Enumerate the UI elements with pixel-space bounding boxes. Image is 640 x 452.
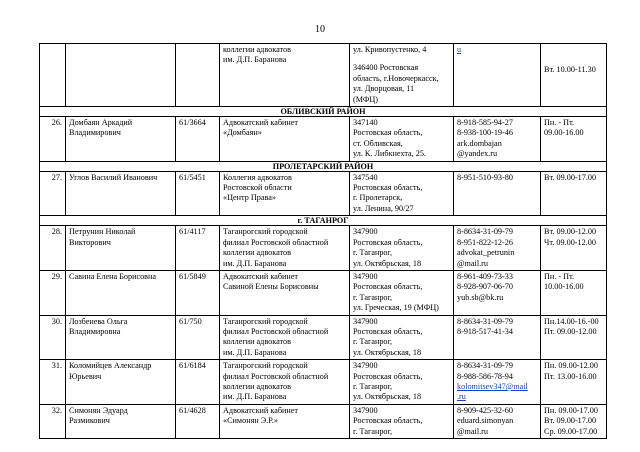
cell-org: Адвокатский кабинет Савиной Елены Борисовны <box>220 270 350 315</box>
cell-contact <box>454 44 541 107</box>
cell-contact: 8-951-510-93-80 <box>454 171 541 216</box>
cell-org: Таганрогский городской филиал Ростовской областной коллегии адвокатов им. Д.П. Баранова <box>220 226 350 271</box>
section-header: г. ТАГАНРОГ <box>40 216 607 226</box>
cell-hours: Вт. 10.00-11.30 <box>541 44 607 107</box>
email-link[interactable]: .ru <box>457 392 466 402</box>
cell-contact: 8-8634-31-09-79 8-918-517-41-34 <box>454 315 541 360</box>
cell-hours: Вт. 09.00-12.00 Чт. 09.00-12.00 <box>541 226 607 271</box>
cell-hours: Пн. - Пт. 09.00-16.00 <box>541 117 607 162</box>
cell-hours: Вт. 09.00-17.00 <box>541 171 607 216</box>
cell-name: Углов Василий Иванович <box>66 171 176 216</box>
cell-hours: Пн. 09.00-17.00 Вт. 09.00-17.00 Ср. 09.00-17.00 <box>541 404 607 438</box>
cell-name: Савина Елена Борисовна <box>66 270 176 315</box>
section-header: ПРОЛЕТАРСКИЙ РАЙОН <box>40 161 607 171</box>
table-row: 29. Савина Елена Борисовна 61/5849 Адвокатский кабинет Савиной Елены Борисовны 347900 Ростовская область, г. Таганрог, ул. Греческая, 19 (МФЦ) 8-961-409-73-33 8-928-907-06-70 yub.sb@bk.ru Пн. - Пт. 10.00-16.00 <box>40 270 607 315</box>
cell-org: Адвокатский кабинет «Симонян Э.Р.» <box>220 404 350 438</box>
cell-name: Симонян Эдуард Размикович <box>66 404 176 438</box>
cell-reg <box>176 44 220 107</box>
cell-address: 347900 Ростовская область, г. Таганрог, <box>350 404 454 438</box>
cell-contact: 8-8634-31-09-79 8-988-586-78-94 kolomitsev347@mail .ru <box>454 360 541 405</box>
cell-contact: 8-909-425-32-60 eduard.simonyan @mail.ru <box>454 404 541 438</box>
cell-hours: Пн. - Пт. 10.00-16.00 <box>541 270 607 315</box>
cell-hours: Пн.14.00-16.-00 Пт. 09.00-12.00 <box>541 315 607 360</box>
cell-reg: 61/3664 <box>176 117 220 162</box>
cell-reg: 61/5849 <box>176 270 220 315</box>
cell-hours: Пн. 09.00-12.00 Пт. 13.00-16.00 <box>541 360 607 405</box>
advocates-table <box>39 43 607 439</box>
cell-address: ул. Кривопустенко, 4 346400 Ростовская область, г.Новочеркасск, ул. Дворцовая, 11 (МФЦ) <box>350 44 454 107</box>
page-number: 10 <box>315 24 325 35</box>
cell-name: Коломийцев Александр Юрьевич <box>66 360 176 405</box>
cell-reg: 61/4628 <box>176 404 220 438</box>
cell-address: 347900 Ростовская область, г. Таганрог, ул. Греческая, 19 (МФЦ) <box>350 270 454 315</box>
cell-contact: 8-961-409-73-33 8-928-907-06-70 yub.sb@bk.ru <box>454 270 541 315</box>
table-row: 32. Симонян Эдуард Размикович 61/4628 Адвокатский кабинет «Симонян Э.Р.» 347900 Ростовская область, г. Таганрог, 8-909-425-32-60 eduard.simonyan @mail.ru Пн. 09.00-17.00 Вт. 09.00-17.00 Ср. 09.00-17.00 <box>40 404 607 438</box>
cell-reg: 61/6184 <box>176 360 220 405</box>
cell-org: Таганрогский городской филиал Ростовской областной коллегии адвокатов им. Д.П. Баранова <box>220 315 350 360</box>
cell-name: Лозбенева Ольга Владимировна <box>66 315 176 360</box>
table-row: 30. Лозбенева Ольга Владимировна 61/750 Таганрогский городской филиал Ростовской областной коллегии адвокатов им. Д.П. Баранова 347900 Ростовская область, г. Таганрог, ул. Октябрьская, 18 8-8634-31-09-79 8-918-517-41-34 Пн.14.00-16.-00 Пт. 09.00-12.00 <box>40 315 607 360</box>
cell-address: 347140 Ростовская область, ст. Обливская, ул. К. Либкнехта, 25. <box>350 117 454 162</box>
cell-name: Петрунин Николай Викторович <box>66 226 176 271</box>
email-link[interactable]: u <box>457 45 462 54</box>
section-header: ОБЛИВСКИЙ РАЙОН <box>40 107 607 117</box>
cell-name <box>66 44 176 107</box>
cell-reg: 61/5451 <box>176 171 220 216</box>
table-row: 31. Коломийцев Александр Юрьевич 61/6184 Таганрогский городской филиал Ростовской областной коллегии адвокатов им. Д.П. Баранова 347900 Ростовская область, г. Таганрог, ул. Октябрьская, 18 8-8634-31-09-79 8-988-586-78-94 kolomitsev347@mail .ru Пн. 09.00-12.00 Пт. 13.00-16.00 <box>40 360 607 405</box>
cell-org: Таганрогский городской филиал Ростовской областной коллегии адвокатов им. Д.П. Баранова <box>220 360 350 405</box>
cell-org: Адвокатский кабинет «Домбаян» <box>220 117 350 162</box>
table-row: 27. Углов Василий Иванович 61/5451 Коллегия адвокатов Ростовской области «Центр Права» 347540 Ростовская область, г. Пролетарск, ул. Ленина, 90/27 8-951-510-93-80 Вт. 09.00-17.00 <box>40 171 607 216</box>
cell-contact: 8-8634-31-09-79 8-951-822-12-26 advokat_petrunin @mail.ru <box>454 226 541 271</box>
cell-reg: 61/4117 <box>176 226 220 271</box>
email-link[interactable]: kolomitsev347@mail <box>457 381 528 391</box>
cell-num <box>40 44 66 107</box>
table-row <box>40 44 607 107</box>
cell-address: 347540 Ростовская область, г. Пролетарск, ул. Ленина, 90/27 <box>350 171 454 216</box>
cell-address: 347900 Ростовская область, г. Таганрог, ул. Октябрьская, 18 <box>350 226 454 271</box>
cell-org: коллегии адвокатов им. Д.П. Баранова <box>220 44 350 107</box>
table-row: 28. Петрунин Николай Викторович 61/4117 Таганрогский городской филиал Ростовской областной коллегии адвокатов им. Д.П. Баранова 347900 Ростовская область, г. Таганрог, ул. Октябрьская, 18 8-8634-31-09-79 8-951-822-12-26 advokat_petrunin @mail.ru Вт. 09.00-12.00 Чт. 09.00-12.00 <box>40 226 607 271</box>
cell-address: 347900 Ростовская область, г. Таганрог, ул. Октябрьская, 18 <box>350 360 454 405</box>
cell-address: 347900 Ростовская область, г. Таганрог, ул. Октябрьская, 18 <box>350 315 454 360</box>
cell-reg: 61/750 <box>176 315 220 360</box>
table-row: 26. Домбаян Аркадий Владимирович 61/3664 Адвокатский кабинет «Домбаян» 347140 Ростовская область, ст. Обливская, ул. К. Либкнехта, 25. 8-918-585-94-27 8-938-100-19-46 ark.dombajan @yandex.ru Пн. - Пт. 09.00-16.00 <box>40 117 607 162</box>
cell-name: Домбаян Аркадий Владимирович <box>66 117 176 162</box>
cell-contact: 8-918-585-94-27 8-938-100-19-46 ark.dombajan @yandex.ru <box>454 117 541 162</box>
cell-org: Коллегия адвокатов Ростовской области «Центр Права» <box>220 171 350 216</box>
